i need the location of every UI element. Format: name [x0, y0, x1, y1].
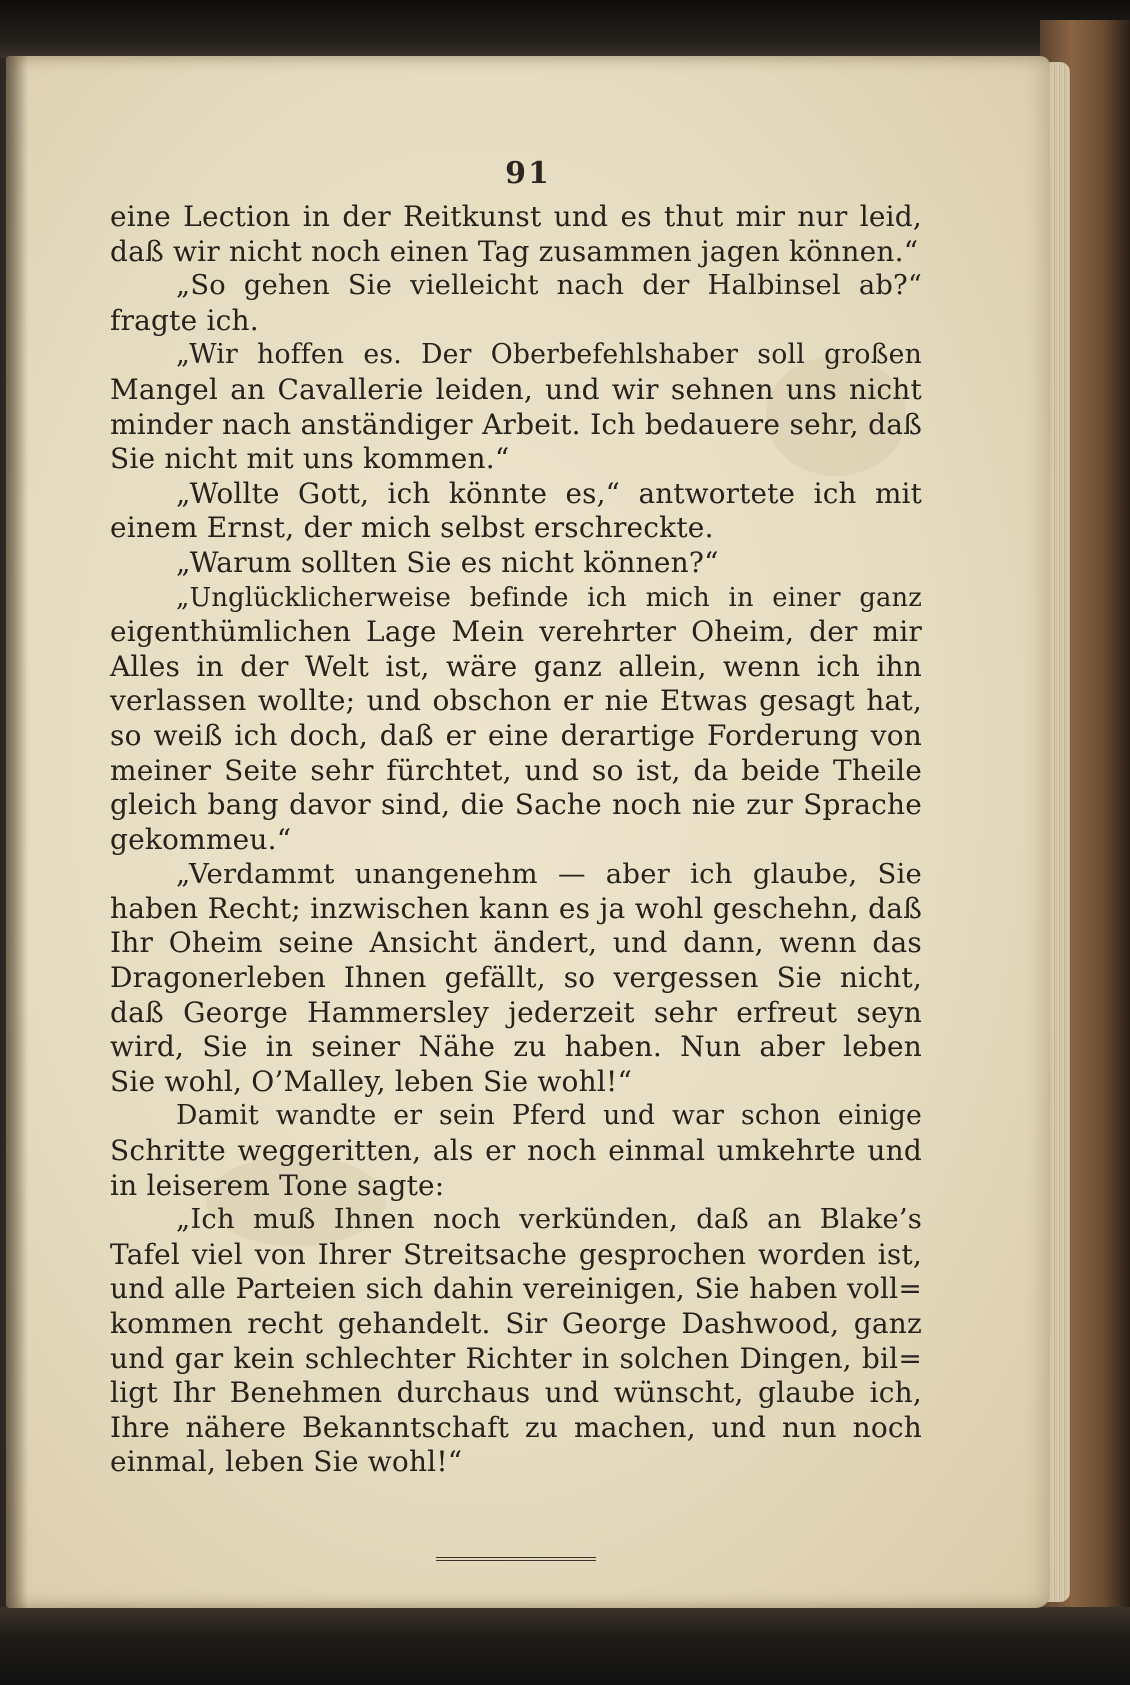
text-line: Sie wohl, O’Malley, leben Sie wohl!“	[110, 1064, 632, 1098]
text-line: daß wir nicht noch einen Tag zusammen jagen können.“	[110, 234, 919, 268]
text-line: kommen recht gehandelt. Sir George Dashwood, ganz	[110, 1307, 922, 1340]
text-line: verlassen wollte; und obschon er nie Etwas gesagt hat,	[110, 684, 922, 718]
text-line: einem Ernst, der mich selbst erschreckte.	[110, 511, 714, 545]
text-line: gleich bang davor sind, die Sache noch nie zur Sprache	[110, 788, 922, 822]
text-line: eine Lection in der Reitkunst und es thut mir nur leid,	[110, 200, 922, 233]
text-line: einmal, leben Sie wohl!“	[110, 1445, 463, 1479]
text-line: „Wir hoffen es. Der Oberbefehlshaber soll großen	[176, 339, 922, 371]
text-line: eigenthümlichen Lage Mein verehrter Oheim, der mir	[110, 615, 922, 649]
book-page	[6, 56, 1050, 1608]
text-line: Ihre nähere Bekanntschaft zu machen, und nun noch	[110, 1410, 922, 1444]
text-line: „Warum sollten Sie es nicht können?“	[176, 545, 719, 579]
book-cover-bottom	[0, 1607, 1130, 1685]
text-line: wird, Sie in seiner Nähe zu haben. Nun aber leben	[110, 1030, 922, 1064]
text-line: fragte ich.	[110, 303, 259, 337]
text-line: Sie nicht mit uns kommen.“	[110, 442, 510, 476]
text-line: „So gehen Sie vielleicht nach der Halbinsel ab?“	[176, 270, 922, 302]
spine-shadow	[6, 56, 28, 1608]
body-text	[110, 200, 922, 1480]
text-line: daß George Hammersley jederzeit sehr erfreut seyn	[110, 995, 922, 1029]
text-line: Damit wandte er sein Pferd und war schon einige	[176, 1100, 922, 1132]
text-line: in leiserem Tone sagte:	[110, 1168, 445, 1202]
end-rule	[436, 1557, 596, 1561]
text-line: Tafel viel von Ihrer Streitsache gesprochen worden ist,	[110, 1237, 922, 1271]
text-line: so weiß ich doch, daß er eine derartige Forderung von	[110, 718, 922, 752]
text-line: Dragonerleben Ihnen gefällt, so vergessen Sie nicht,	[110, 961, 922, 995]
text-line: ligt Ihr Benehmen durchaus und wünscht, glaube ich,	[110, 1376, 922, 1410]
text-line: haben Recht; inzwischen kann es ja wohl geschehn, daß	[110, 891, 922, 925]
text-line: Schritte weggeritten, als er noch einmal umkehrte und	[110, 1134, 922, 1168]
text-line: meiner Seite sehr fürchtet, und so ist, da beide Theile	[110, 753, 922, 787]
text-line: Mangel an Cavallerie leiden, und wir sehnen uns nicht	[110, 372, 922, 406]
text-line: minder nach anständiger Arbeit. Ich bedauere sehr, daß	[110, 407, 922, 441]
text-line: gekommeu.“	[110, 822, 292, 856]
text-line: und gar kein schlechter Richter in solchen Dingen, bil=	[110, 1341, 922, 1375]
text-line: „Unglücklicherweise befinde ich mich in einer ganz	[176, 582, 922, 613]
text-line: „Ich muß Ihnen noch verkünden, daß an Blake’s	[176, 1204, 922, 1236]
text-line: „Wollte Gott, ich könnte es,“ antwortete ich mit	[176, 476, 922, 510]
text-line: Alles in der Welt ist, wäre ganz allein, wenn ich ihn	[110, 649, 922, 683]
text-line: Ihr Oheim seine Ansicht ändert, und dann, wenn das	[110, 926, 922, 960]
page-number: 91	[505, 156, 551, 191]
text-line: und alle Parteien sich dahin vereinigen, Sie haben voll=	[110, 1272, 922, 1306]
book-cover-top	[0, 0, 1130, 58]
text-line: „Verdammt unangenehm — aber ich glaube, Sie	[176, 858, 922, 891]
